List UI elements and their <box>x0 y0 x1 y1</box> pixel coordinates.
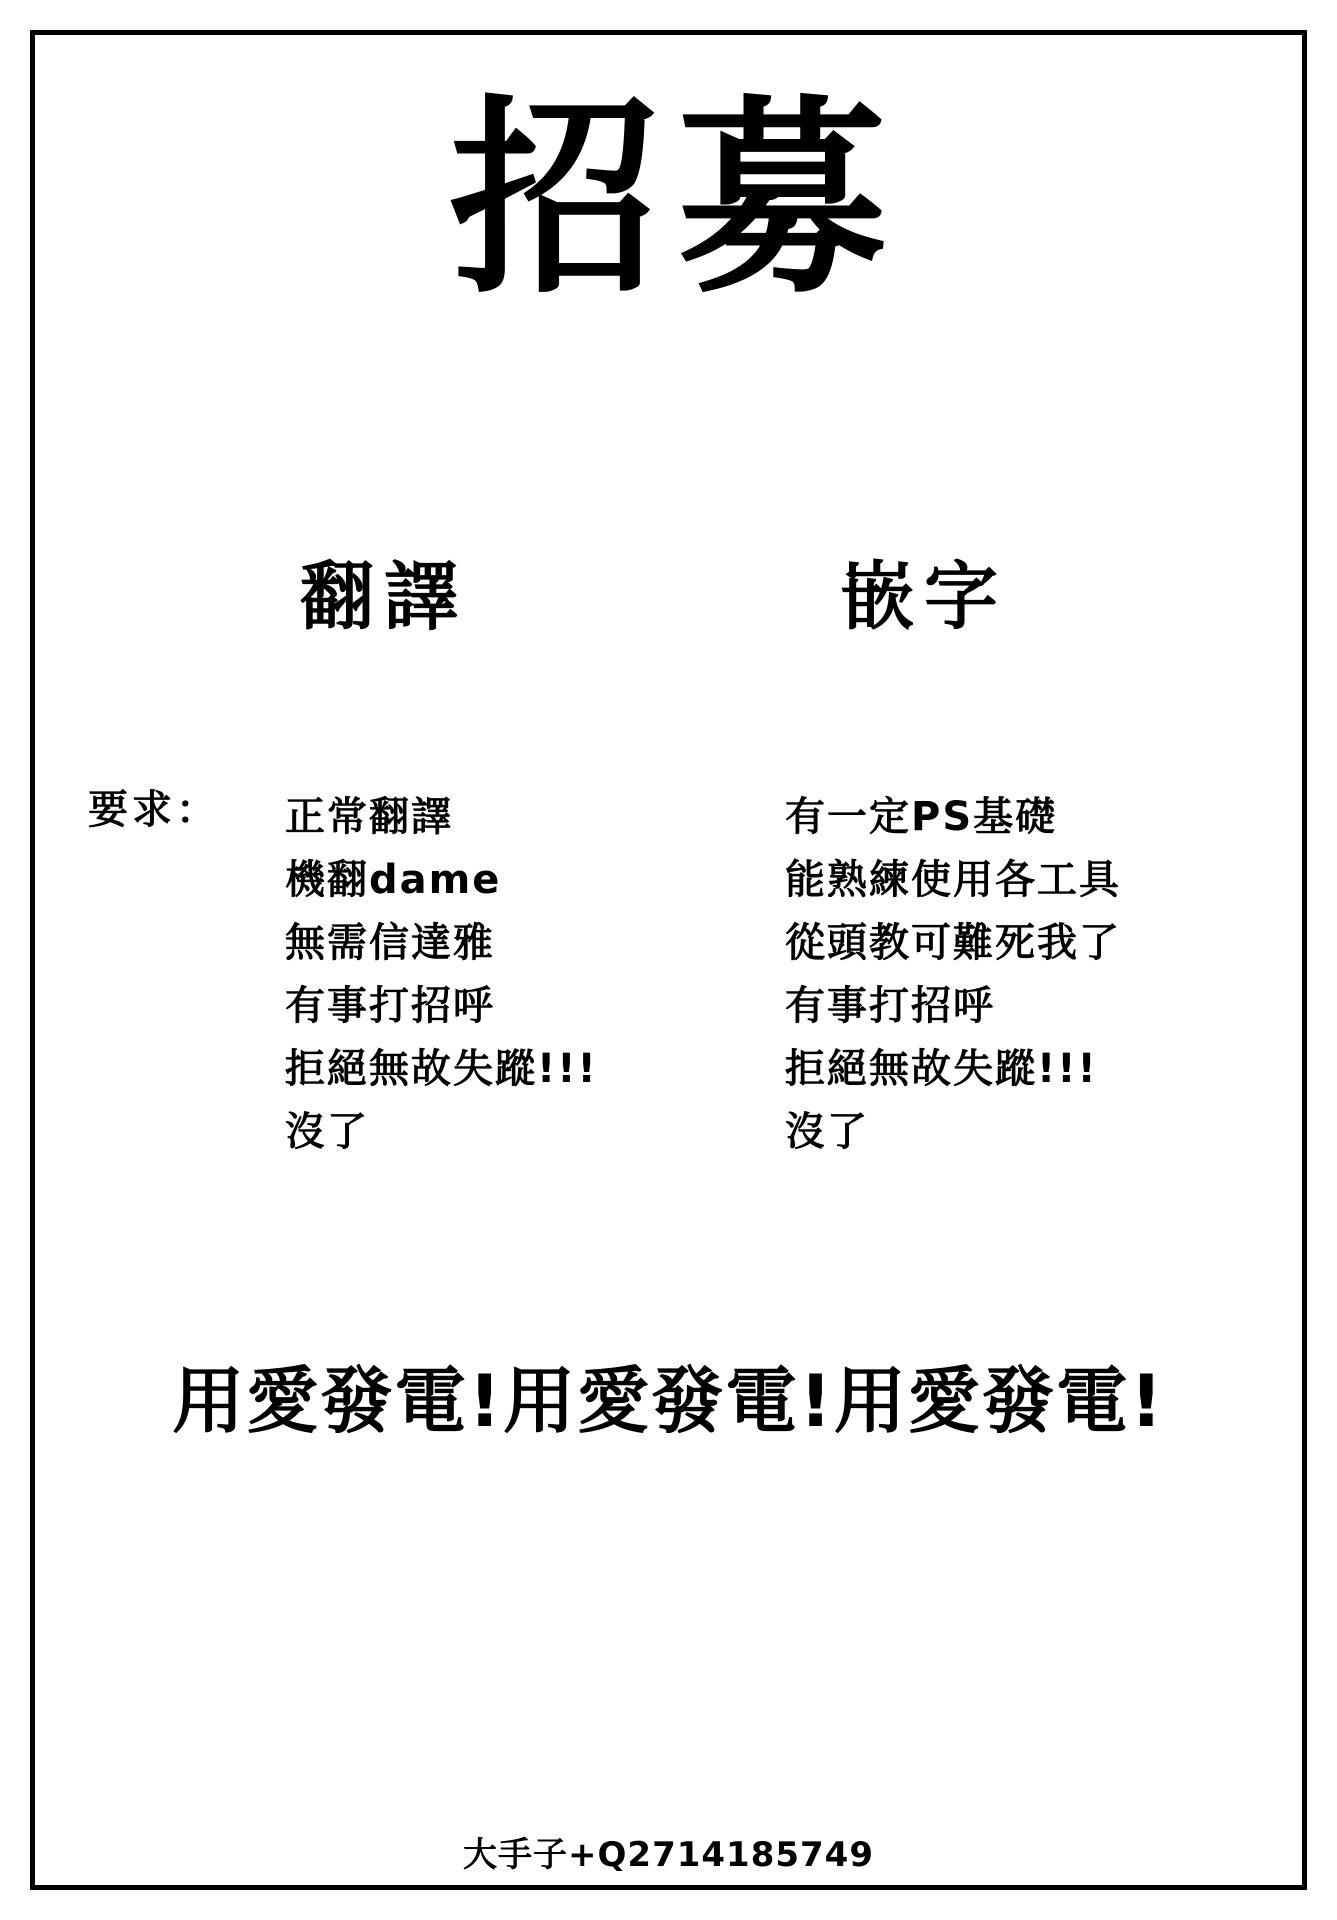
list-item: 機翻dame <box>285 857 502 903</box>
slogan-text: 用愛發電!用愛發電!用愛發電! <box>172 1359 1165 1443</box>
list-item: 沒了 <box>785 1109 869 1155</box>
list-item: 無需信達雅 <box>285 920 495 966</box>
column-heading-typeset: 嵌字 <box>840 554 1008 640</box>
contact-footer: 大手子+Q2714185749 <box>463 1835 874 1875</box>
column-heading-translate: 翻譯 <box>300 554 468 640</box>
list-item: 正常翻譯 <box>285 794 453 840</box>
requirement-list-typeset <box>785 786 1121 1164</box>
page-title: 招募 <box>449 77 906 322</box>
requirement-label: 要求： <box>88 787 220 833</box>
requirement-list-translate <box>285 786 598 1164</box>
list-item: 從頭教可難死我了 <box>785 920 1121 966</box>
column-headings <box>0 554 1337 650</box>
list-item: 拒絕無故失蹤!!! <box>285 1046 598 1092</box>
list-item: 能熟練使用各工具 <box>785 857 1121 903</box>
list-item: 有事打招呼 <box>785 983 995 1029</box>
list-item: 沒了 <box>285 1109 369 1155</box>
list-item: 拒絕無故失蹤!!! <box>785 1046 1098 1092</box>
list-item: 有事打招呼 <box>285 983 495 1029</box>
list-item: 有一定PS基礎 <box>785 794 1058 840</box>
